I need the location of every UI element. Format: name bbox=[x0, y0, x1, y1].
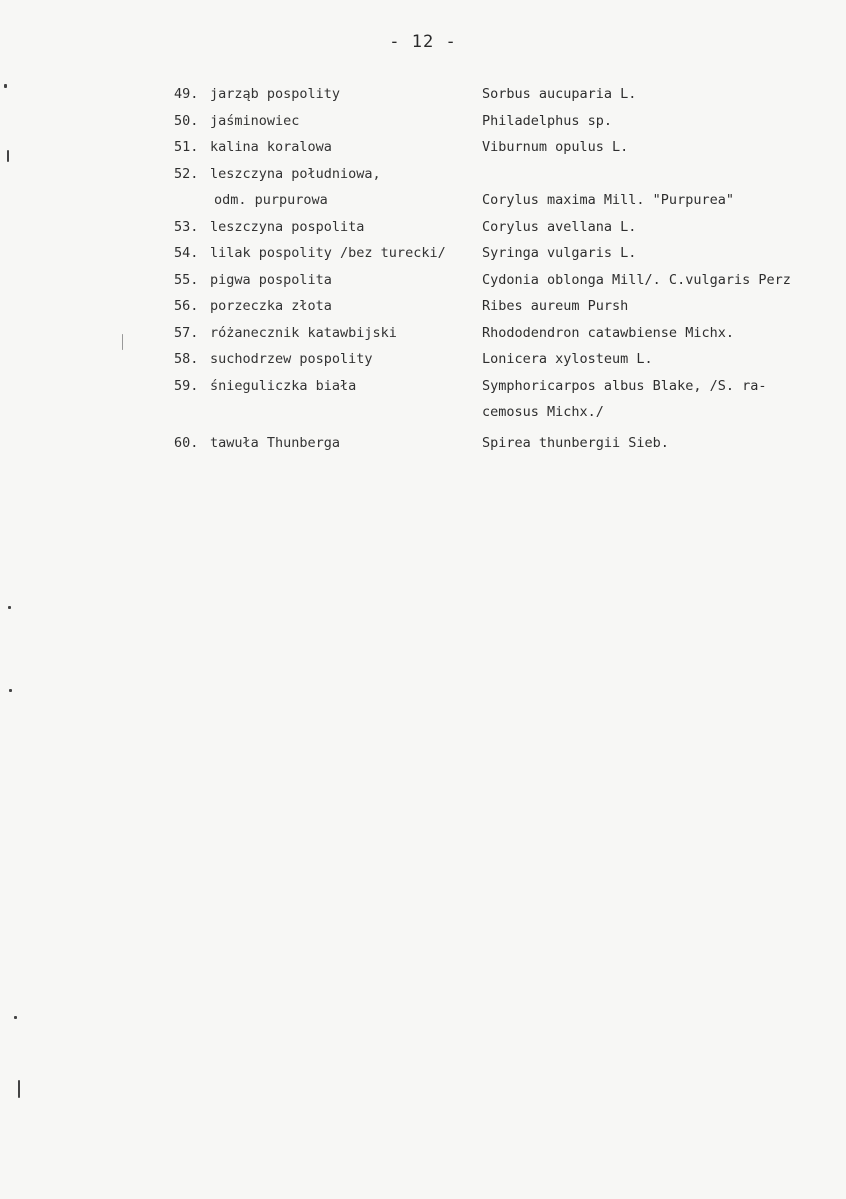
polish-name: kalina koralowa bbox=[210, 139, 332, 155]
list-item bbox=[174, 166, 846, 193]
latin-name: Rhododendron catawbiense Michx. bbox=[482, 324, 734, 341]
latin-name: Corylus avellana L. bbox=[482, 218, 637, 235]
list-item bbox=[174, 113, 846, 140]
list-item bbox=[174, 435, 846, 462]
latin-name: Corylus maxima Mill. "Purpurea" bbox=[482, 192, 734, 208]
list-item bbox=[174, 139, 846, 166]
polish-name: jarząb pospolity bbox=[210, 86, 341, 102]
entry-number: 50. bbox=[174, 112, 199, 129]
polish-name: śnieguliczka biała bbox=[210, 377, 357, 394]
polish-name: suchodrzew pospolity bbox=[210, 351, 373, 367]
latin-name: Lonicera xylosteum L. bbox=[482, 351, 653, 367]
page-number: - 12 - bbox=[389, 32, 457, 52]
scan-speck bbox=[18, 1080, 20, 1098]
latin-name: cemosus Michx./ bbox=[482, 404, 604, 420]
entry-number: 49. bbox=[174, 86, 199, 102]
latin-name: Spirea thunbergii Sieb. bbox=[482, 435, 669, 451]
entry-number: 55. bbox=[174, 271, 199, 288]
scan-speck bbox=[122, 334, 123, 350]
list-item bbox=[174, 245, 846, 272]
list-item bbox=[174, 351, 846, 378]
entry-number: 59. bbox=[174, 377, 199, 394]
list-item bbox=[174, 378, 846, 405]
entry-number: 54. bbox=[174, 245, 199, 261]
scan-speck bbox=[9, 689, 12, 692]
polish-name: pigwa pospolita bbox=[210, 271, 332, 288]
polish-name: leszczyna pospolita bbox=[210, 218, 365, 235]
polish-name: odm. purpurowa bbox=[214, 192, 328, 208]
polish-name: porzeczka złota bbox=[210, 298, 332, 314]
plant-list bbox=[174, 86, 846, 462]
latin-name: Ribes aureum Pursh bbox=[482, 298, 629, 314]
latin-name: Philadelphus sp. bbox=[482, 112, 613, 129]
scan-speck bbox=[14, 1016, 17, 1019]
entry-number: 60. bbox=[174, 435, 199, 451]
scan-speck bbox=[4, 84, 7, 88]
entry-number: 57. bbox=[174, 324, 199, 341]
polish-name: tawuła Thunberga bbox=[210, 435, 341, 451]
list-item-continuation bbox=[174, 404, 846, 435]
entry-number: 51. bbox=[174, 139, 199, 155]
list-item bbox=[174, 219, 846, 246]
bleed-through-header bbox=[170, 60, 690, 78]
latin-name: Viburnum opulus L. bbox=[482, 139, 629, 155]
entry-number: 52. bbox=[174, 165, 199, 182]
scan-speck bbox=[7, 150, 9, 162]
entry-number: 58. bbox=[174, 351, 199, 367]
list-item bbox=[174, 272, 846, 299]
list-item bbox=[174, 298, 846, 325]
list-item bbox=[174, 86, 846, 113]
latin-name: Sorbus aucuparia L. bbox=[482, 86, 637, 102]
polish-name: lilak pospolity /bez turecki/ bbox=[210, 245, 446, 261]
polish-name: różanecznik katawbijski bbox=[210, 324, 397, 341]
list-item-continuation bbox=[174, 192, 846, 219]
entry-number: 56. bbox=[174, 298, 199, 314]
latin-name: Symphoricarpos albus Blake, /S. ra- bbox=[482, 377, 767, 394]
polish-name: jaśminowiec bbox=[210, 112, 300, 129]
latin-name: Syringa vulgaris L. bbox=[482, 245, 637, 261]
polish-name: leszczyna południowa, bbox=[210, 165, 381, 182]
scan-speck bbox=[8, 606, 11, 609]
list-item bbox=[174, 325, 846, 352]
entry-number: 53. bbox=[174, 218, 199, 235]
latin-name: Cydonia oblonga Mill/. C.vulgaris Perz bbox=[482, 271, 791, 288]
